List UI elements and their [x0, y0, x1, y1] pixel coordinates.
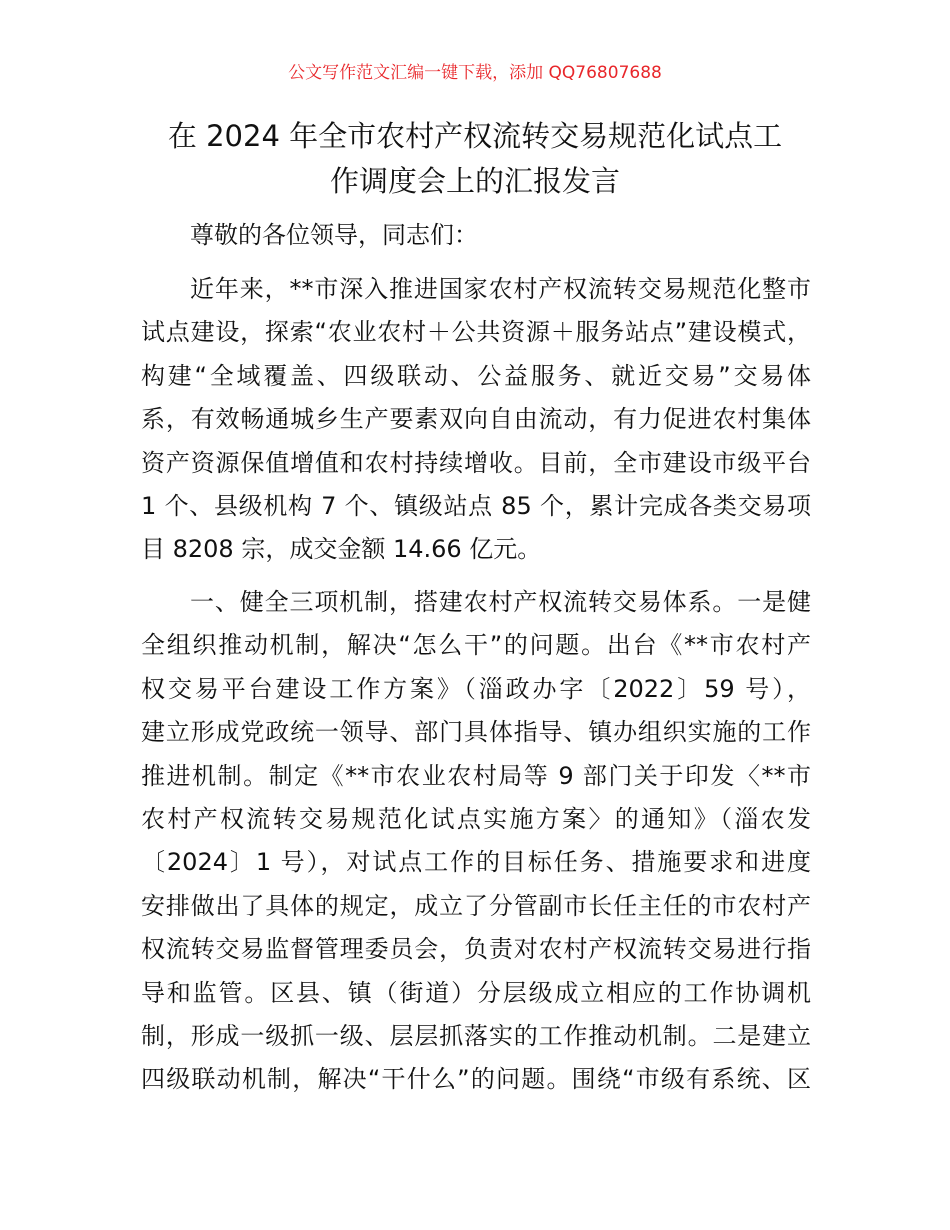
text-line: 制，形成一级抓一级、层层抓落实的工作推动机制。二是建立: [141, 1021, 811, 1050]
text-line: 权流转交易监督管理委员会，负责对农村产权流转交易进行指: [141, 935, 811, 964]
watermark-header: 公文写作范文汇编一键下载，添加 QQ76807688: [288, 63, 662, 83]
greeting: 尊敬的各位领导，同志们：: [190, 221, 478, 249]
document-title: [130, 114, 820, 204]
text-line: 权交易平台建设工作方案》（淄政办字〔2022〕59 号），: [141, 674, 811, 703]
text-line: 近年来，**市深入推进国家农村产权流转交易规范化整市: [190, 275, 811, 303]
text-line: 1 个、县级机构 7 个、镇级站点 85 个，累计完成各类交易项: [141, 491, 811, 520]
text-line: 一、健全三项机制，搭建农村产权流转交易体系。一是健: [190, 588, 811, 616]
paragraph-intro: [141, 268, 811, 572]
text-line: 安排做出了具体的规定，成立了分管副市长任主任的市农村产: [141, 891, 811, 920]
text-line: 农村产权流转交易规范化试点实施方案〉的通知》（淄农发: [141, 804, 811, 833]
text-line: 目 8208 宗，成交金额 14.66 亿元。: [141, 535, 542, 564]
text-line: 试点建设，探索“农业农村＋公共资源＋服务站点”建设模式，: [141, 318, 811, 347]
text-line: 全组织推动机制，解决“怎么干”的问题。出台《**市农村产: [141, 631, 811, 660]
text-line: 系，有效畅通城乡生产要素双向自由流动，有力促进农村集体: [141, 405, 811, 434]
paragraph-section-one: [141, 581, 811, 1102]
text-line: 导和监管。区县、镇（街道）分层级成立相应的工作协调机: [141, 978, 811, 1007]
text-line: 〔2024〕1 号），对试点工作的目标任务、措施要求和进度: [141, 848, 811, 877]
text-line: 构建“全域覆盖、四级联动、公益服务、就近交易”交易体: [141, 361, 811, 390]
title-line: 在 2024 年全市农村产权流转交易规范化试点工: [167, 119, 783, 153]
title-line: 作调度会上的汇报发言: [329, 164, 620, 198]
text-line: 四级联动机制，解决“干什么”的问题。围绕“市级有系统、区: [141, 1065, 811, 1094]
text-line: 建立形成党政统一领导、部门具体指导、镇办组织实施的工作: [141, 718, 811, 747]
text-line: 资产资源保值增值和农村持续增收。目前，全市建设市级平台: [141, 448, 811, 477]
text-line: 推进机制。制定《**市农业农村局等 9 部门关于印发〈**市: [141, 761, 811, 790]
